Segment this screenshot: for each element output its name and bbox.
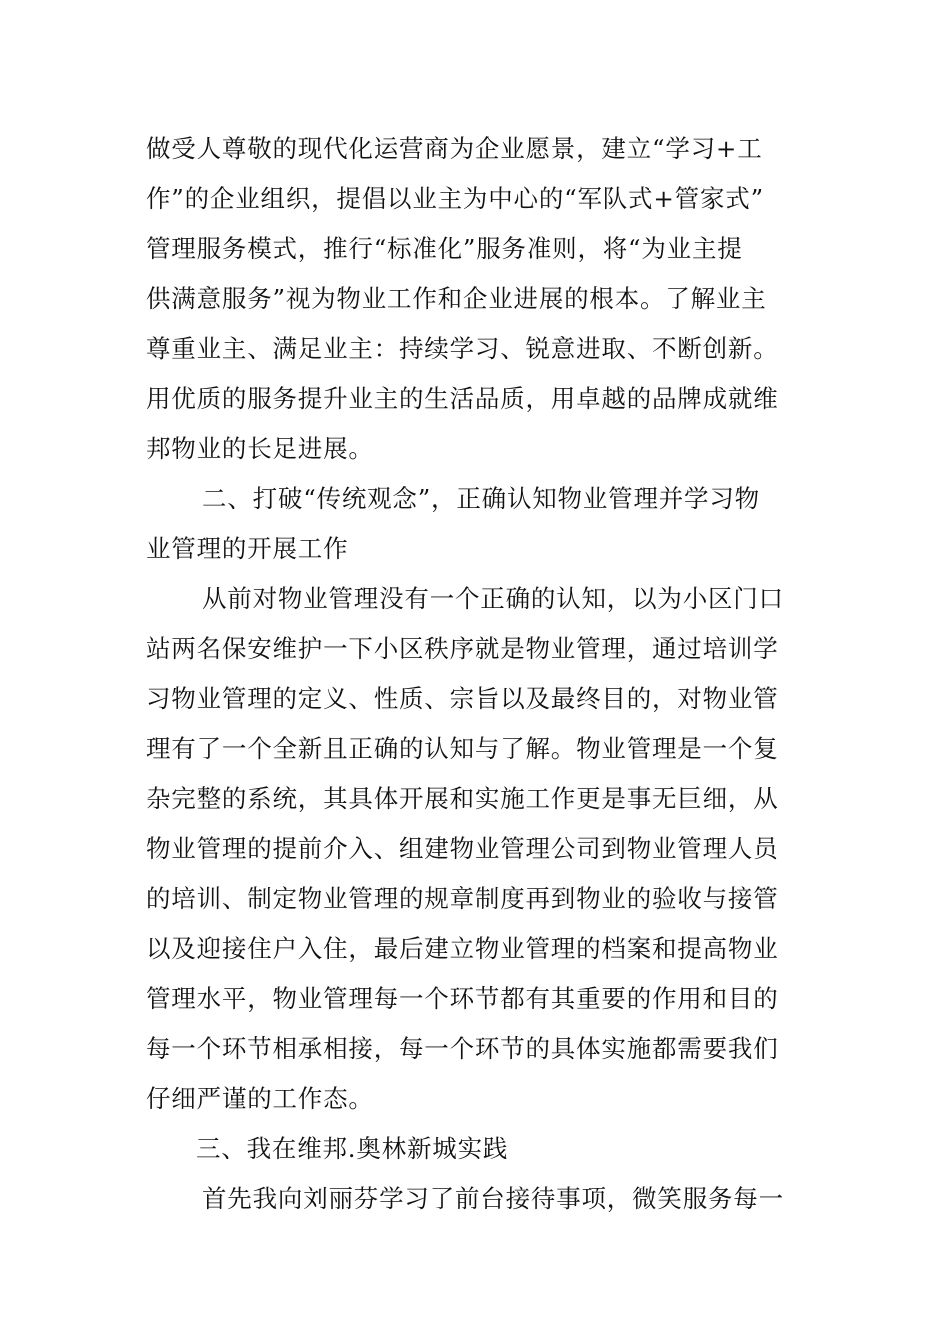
body-text (146, 124, 806, 1224)
paragraph-line: 站两名保安维护一下小区秩序就是物业管理，通过培训学 (146, 634, 779, 663)
paragraph-line: 尊重业主、满足业主：持续学习、锐意进取、不断创新。 (146, 334, 779, 363)
paragraph-line: 的培训、制定物业管理的规章制度再到物业的验收与接管 (146, 884, 779, 913)
paragraph-line: 从前对物业管理没有一个正确的认知，以为小区门口 (202, 584, 784, 613)
paragraph-line: 仔细严谨的工作态。 (146, 1084, 374, 1113)
paragraph-line: 做受人尊敬的现代化运营商为企业愿景，建立“学习+工 (146, 134, 763, 163)
paragraph-line: 理有了一个全新且正确的认知与了解。物业管理是一个复 (146, 734, 779, 763)
paragraph-line: 用优质的服务提升业主的生活品质，用卓越的品牌成就维 (146, 384, 779, 413)
paragraph-line: 杂完整的系统，其具体开展和实施工作更是事无巨细，从 (146, 784, 779, 813)
paragraph-line: 管理服务模式，推行“标准化”服务准则，将“为业主提 (146, 234, 743, 263)
paragraph-line: 习物业管理的定义、性质、宗旨以及最终目的，对物业管 (146, 684, 779, 713)
paragraph-line: 作”的企业组织，提倡以业主为中心的“军队式+管家式” (146, 184, 764, 213)
paragraph-line: 物业管理的提前介入、组建物业管理公司到物业管理人员 (146, 834, 779, 863)
paragraph-line: 管理水平，物业管理每一个环节都有其重要的作用和目的 (146, 984, 779, 1013)
paragraph-line: 邦物业的长足进展。 (146, 434, 374, 463)
paragraph-line: 每一个环节相承相接，每一个环节的具体实施都需要我们 (146, 1034, 779, 1063)
section-heading-2: 二、打破“传统观念”，正确认知物业管理并学习物 (202, 484, 760, 513)
paragraph-line: 首先我向刘丽芬学习了前台接待事项，微笑服务每一 (202, 1184, 784, 1213)
paragraph-line: 供满意服务”视为物业工作和企业进展的根本。了解业主 (146, 284, 767, 313)
paragraph-line: 以及迎接住户入住，最后建立物业管理的档案和提高物业 (146, 934, 779, 963)
section-heading-3: 三、我在维邦.奥林新城实践 (196, 1134, 509, 1163)
section-heading-2-cont: 业管理的开展工作 (146, 534, 349, 563)
